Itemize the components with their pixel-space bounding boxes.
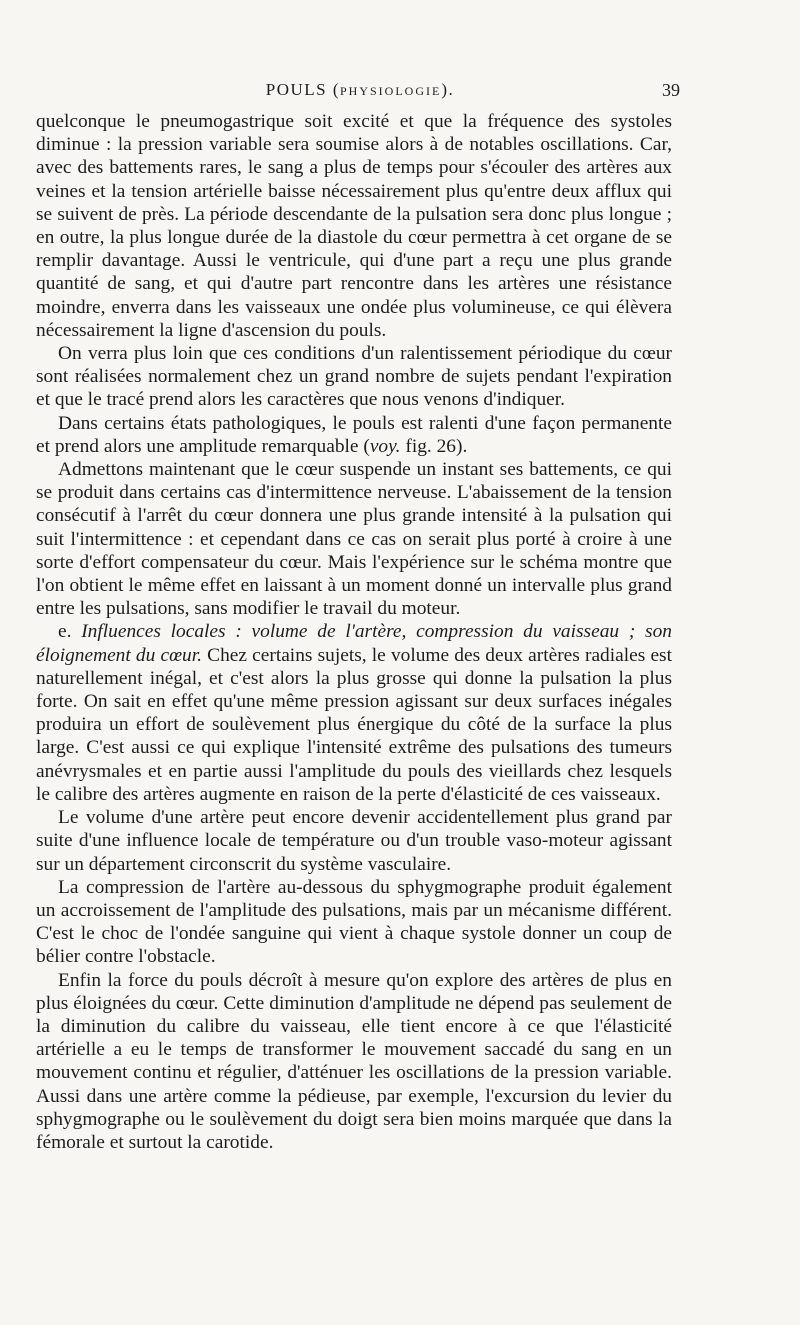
paragraph-intermittence: Admettons maintenant que le cœur suspende un instant ses battements, ce qui se produit dans certains cas d'intermittence nerveuse. L'abaissement de la tension consécutif à l'arrêt du cœur donnera une plus grande intensité à la pulsation qui suit l'intermittence : et cependant dans ce cas on serait plus porté à croire à une sorte d'effort compensateur du cœur. Mais l'expérience sur le schéma montre que l'on obtient le même effet en laissant à un moment donné un intervalle plus grand entre les pulsations, sans modifier le travail du moteur. bbox=[36, 459, 672, 620]
running-title-end: ). bbox=[441, 80, 455, 99]
paragraph-influences-locales bbox=[36, 620, 672, 806]
paragraph-expiration: On verra plus loin que ces conditions d'un ralentissement périodique du cœur sont réalisées normalement chez un grand nombre de sujets pendant l'expiration et que le tracé prend alors les caractères que nous venons d'indiquer. bbox=[36, 343, 672, 411]
body-text bbox=[36, 110, 672, 1154]
page-header bbox=[40, 80, 680, 106]
paragraph-continuation: quelconque le pneumogastrique soit excité et que la fréquence des systoles diminue : la pression variable sera soumise alors à de notables oscillations. Car, avec des battements rares, le sang a plus de temps pour s'écouler des artères aux veines et la tension artérielle baisse nécessairement plus qu'entre deux afflux qui se suivent de près. La période descendante de la pulsation sera donc plus longue ; en outre, la plus longue durée de la diastole du cœur permettra à cet organe de se remplir davantage. Aussi le ventricule, qui d'une part a reçu une plus grande quantité de sang, et qui d'autre part rencontre dans les artères une résistance moindre, enverra dans les vaisseaux une ondée plus volumineuse, ce qui élèvera nécessairement la ligne d'ascension du pouls. bbox=[36, 111, 672, 341]
running-title-small-caps: PHYSIOLOGIE bbox=[340, 84, 442, 98]
running-title bbox=[40, 80, 680, 100]
paragraph-compression: La compression de l'artère au-dessous du sphygmographe produit également un accroissement de l'amplitude des pulsations, mais par un mécanisme différent. C'est le choc de l'ondée sanguine qui vient à chaque systole donner un coup de bélier contre l'obstacle. bbox=[36, 876, 672, 968]
paragraph-eloignement: Enfin la force du pouls décroît à mesure qu'on explore des artères de plus en plus éloignées du cœur. Cette diminution d'amplitude ne dépend pas seulement de la diminution du calibre du vaisseau, elle tient encore à ce que l'élasticité artérielle a eu le temps de transformer le mouvement saccadé du sang en un mouvement continu et régulier, d'atténuer les oscillations de la pression variable. Aussi dans une artère comme la pédieuse, par exemple, l'excursion du levier du sphygmographe ou le soulèvement du doigt sera bien moins marquée que dans la fémorale et surtout la carotide. bbox=[36, 969, 672, 1153]
paragraph-pathological-italic: voy. bbox=[369, 435, 401, 457]
paragraph-pathological bbox=[36, 412, 672, 458]
section-prefix: e. bbox=[58, 621, 82, 643]
paragraph-pathological-end: fig. 26). bbox=[400, 435, 468, 457]
paragraph-volume-artere: Le volume d'une artère peut encore devenir accidentellement plus grand par suite d'une influence locale de température ou d'un trouble vaso-moteur agissant sur un département circonscrit du système vasculaire. bbox=[36, 807, 672, 875]
running-title-main: POULS ( bbox=[265, 80, 340, 99]
page-number: 39 bbox=[662, 80, 680, 100]
section-text: Chez certains sujets, le volume des deux artères radiales est naturellement inégal, et c'est alors la plus grosse qui donne la pulsation la plus forte. On sait en effet qu'une même pression agissant sur deux surfaces inégales produira un effort de soulèvement plus énergique du côté de la surface la plus large. C'est aussi ce qui explique l'intensité extrême des pulsations des tumeurs anévrysmales et en partie aussi l'amplitude du pouls des vieillards chez lesquels le calibre des artères augmente en raison de la perte d'élasticité de ces vaisseaux. bbox=[36, 644, 672, 805]
section-heading: Influences locales : volume de l'artère, compression du vaisseau ; son éloignement du cœur. bbox=[36, 621, 672, 666]
paragraph-pathological-text: Dans certains états pathologiques, le pouls est ralenti d'une façon permanente et prend alors une amplitude remarquable ( bbox=[36, 412, 672, 457]
